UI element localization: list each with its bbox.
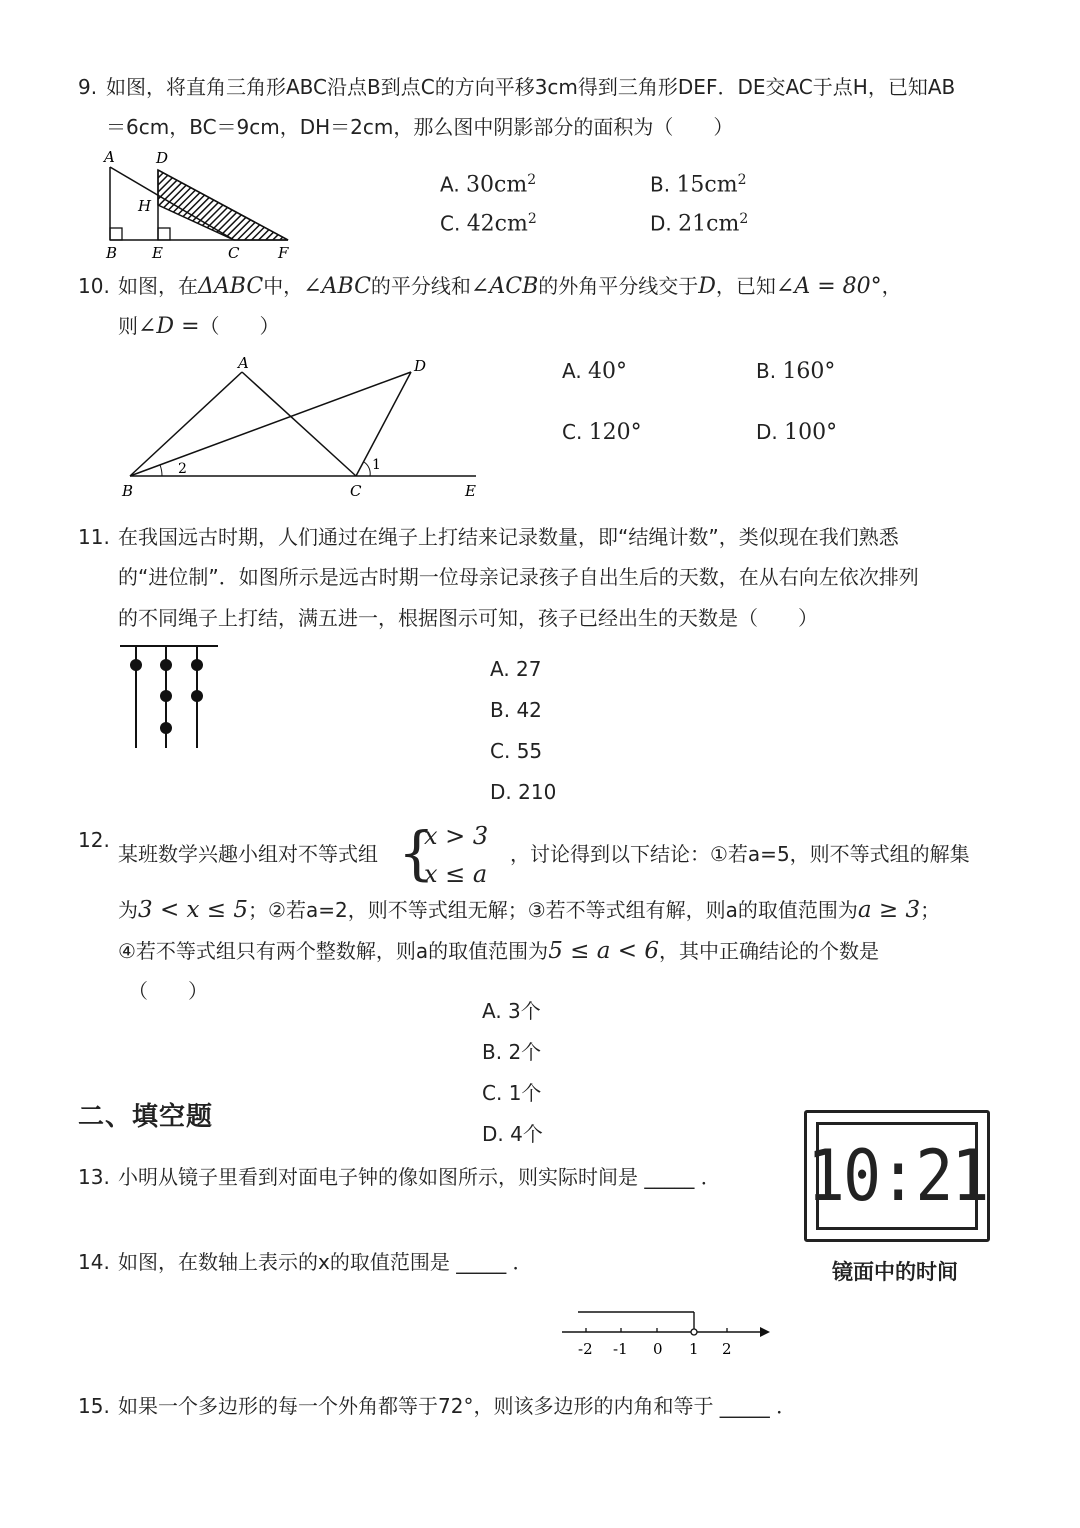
knot (160, 659, 172, 671)
mirror-clock-frame (804, 1110, 990, 1242)
q11-option-d[interactable]: D. 210 (490, 780, 557, 804)
clock-display (806, 1122, 988, 1230)
q10-option-d[interactable]: D. 100° (756, 420, 838, 445)
q11-option-c[interactable]: C. 55 (490, 739, 543, 763)
q11-line2: 的“进位制”．如图所示是远古时期一位母亲记录孩子自出生后的天数，在从右向左依次排列 (118, 565, 919, 589)
q12-line3: ④若不等式组只有两个整数解，则a的取值范围为5 ≤ a < 6，其中正确结论的个数是 (118, 938, 879, 964)
fig9-label-B: B (106, 244, 118, 262)
fig10-label-E: E (465, 482, 476, 500)
q12-option-a[interactable]: A. 3个 (482, 999, 541, 1023)
fig9-label-A: A (104, 148, 115, 166)
q14-text: 如图，在数轴上表示的x的取值范围是 _____ ． (118, 1250, 533, 1274)
fig9-label-E: E (152, 244, 163, 262)
fig9-label-C: C (228, 244, 240, 262)
system-ineq-2: x ≤ a (424, 860, 488, 888)
q12-option-b[interactable]: B. 2个 (482, 1040, 542, 1064)
fig10-angle-2: 2 (178, 461, 187, 477)
knot (160, 722, 172, 734)
fig9-label-D: D (156, 149, 169, 167)
tick-label: -1 (613, 1340, 628, 1358)
q15-number: 15. (78, 1394, 110, 1418)
knot (130, 659, 142, 671)
q11-figure-knotted-ropes (118, 640, 222, 752)
fig9-label-F: F (278, 244, 289, 262)
q9-option-d[interactable]: D. $21cm^2$ (650, 211, 749, 237)
q11-number: 11. (78, 525, 110, 549)
q11-line3: 的不同绳子上打结，满五进一，根据图示可知，孩子已经出生的天数是（ ） (118, 606, 818, 630)
q10-option-b[interactable]: B. 160° (756, 359, 836, 384)
fig10-label-C: C (350, 482, 362, 500)
tick-label: 2 (722, 1340, 732, 1358)
knot (191, 659, 203, 671)
fig10-label-B: B (122, 482, 134, 500)
q10-figure-triangle (118, 352, 488, 504)
q12-line1-b: ，讨论得到以下结论：①若a=5，则不等式组的解集 (510, 842, 970, 866)
fig10-angle-1: 1 (372, 457, 381, 473)
q10-option-a[interactable]: A. 40° (562, 359, 628, 384)
q9-figure-triangles (98, 145, 298, 265)
knot (160, 690, 172, 702)
system-ineq-1: x > 3 (424, 822, 489, 850)
q15-text: 如果一个多边形的每一个外角都等于72°，则该多边形的内角和等于 _____ ． (118, 1394, 797, 1418)
q11-option-b[interactable]: B. 42 (490, 698, 542, 722)
q11-option-a[interactable]: A. 27 (490, 657, 542, 681)
q11-line1: 在我国远古时期，人们通过在绳子上打结来记录数量，即“结绳计数”，类似现在我们熟悉 (118, 525, 899, 549)
q9-option-a[interactable]: A. $30cm^2$ (440, 172, 537, 198)
inequality-brace: { (398, 819, 435, 887)
tick-label: -2 (578, 1340, 593, 1358)
q10-line1: 如图，在ΔABC中，∠ABC的平分线和∠ACB的外角平分线交于D，已知∠A = 80°， (118, 274, 902, 299)
q12-line2: 为3 < x ≤ 5；②若a=2，则不等式组无解；③若不等式组有解，则a的取值范围为a ≥ 3； (118, 897, 941, 923)
q13-text: 小明从镜子里看到对面电子钟的像如图所示，则实际时间是 _____ ． (118, 1165, 721, 1189)
q12-option-d[interactable]: D. 4个 (482, 1122, 543, 1146)
knot (191, 690, 203, 702)
q9-line2: ＝6cm，BC＝9cm，DH＝2cm，那么图中阴影部分的面积为（ ） (106, 115, 734, 139)
q9-option-c[interactable]: C. $42cm^2$ (440, 211, 537, 237)
tick-label: 1 (689, 1340, 699, 1358)
q12-option-c[interactable]: C. 1个 (482, 1081, 542, 1105)
fig10-label-A: A (238, 354, 249, 372)
q10-line2: 则∠D =（ ） (118, 314, 280, 339)
tick-label: 0 (653, 1340, 663, 1358)
fig9-label-H: H (138, 197, 152, 215)
q10-number: 10. (78, 274, 110, 298)
q12-line4: （ ） (128, 979, 208, 1003)
clock-caption: 镜面中的时间 (832, 1260, 958, 1284)
q12-line1-a: 某班数学兴趣小组对不等式组 (118, 842, 378, 866)
q12-number: 12. (78, 828, 110, 852)
clock-digits: 10:21 (806, 1135, 988, 1217)
open-endpoint (691, 1329, 697, 1335)
q9-number: 9. (78, 75, 98, 99)
q13-number: 13. (78, 1165, 110, 1189)
fig10-label-D: D (414, 357, 427, 375)
q14-number-line (558, 1300, 778, 1364)
q14-number: 14. (78, 1250, 110, 1274)
section-title-fill-in: 二、填空题 (78, 1102, 214, 1132)
q9-line1: 如图，将直角三角形ABC沿点B到点C的方向平移3cm得到三角形DEF．DE交AC于点H，已知AB (106, 75, 956, 99)
q10-option-c[interactable]: C. 120° (562, 420, 642, 445)
q9-option-b[interactable]: B. $15cm^2$ (650, 172, 747, 198)
